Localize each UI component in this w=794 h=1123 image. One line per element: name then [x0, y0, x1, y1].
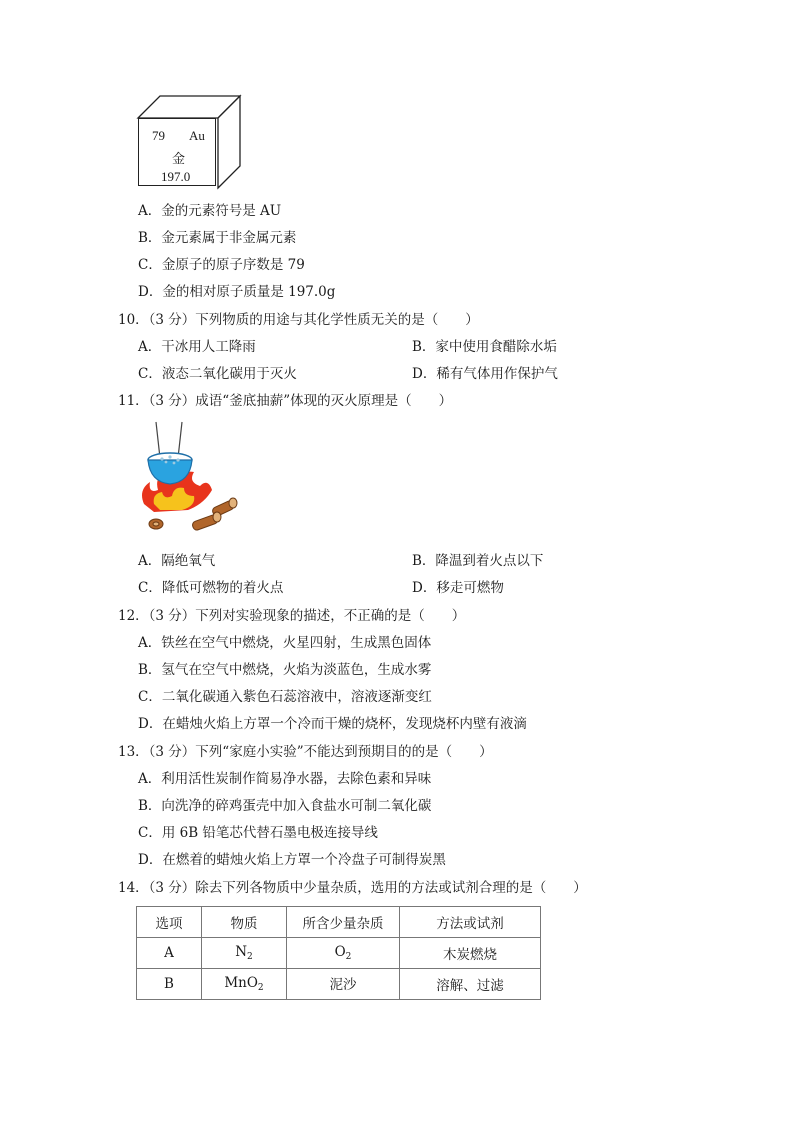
q10-option-c: C．液态二氧化碳用于灭火 [138, 366, 297, 382]
element-name: 金 [172, 151, 186, 166]
q12-option-c: C．二氧化碳通入紫色石蕊溶液中，溶液逐渐变红 [138, 689, 432, 705]
atomic-mass: 197.0 [161, 169, 191, 184]
cell-method: 溶解、过滤 [400, 969, 541, 1000]
q13-option-a: A．利用活性炭制作简易净水器，去除色素和异味 [138, 771, 432, 787]
q11-option-d: D．移走可燃物 [412, 580, 504, 596]
element-symbol: Au [189, 128, 205, 143]
q13-option-c: C．用 6B 铅笔芯代替石墨电极连接导线 [138, 825, 378, 841]
cell-method: 木炭燃烧 [400, 938, 541, 969]
q9-option-a: A．金的元素符号是 AU [138, 203, 282, 219]
table-header-row [137, 907, 541, 938]
header-impurity: 所含少量杂质 [287, 907, 400, 938]
q12-option-a: A．铁丝在空气中燃烧，火星四射，生成黑色固体 [138, 635, 432, 651]
atomic-number: 79 [152, 128, 165, 143]
header-method: 方法或试剂 [400, 907, 541, 938]
q12-stem: 12．（3 分）下列对实验现象的描述，不正确的是（ ） [118, 608, 466, 624]
element-card [138, 118, 216, 186]
table-row [137, 938, 541, 969]
table-row [137, 969, 541, 1000]
cell-impurity: $O_2$ [287, 938, 400, 969]
q14-stem: 14．（3 分）除去下列各物质中少量杂质，选用的方法或试剂合理的是（ ） [118, 880, 587, 896]
q9-option-b: B．金元素属于非金属元素 [138, 230, 297, 246]
q12-option-b: B．氢气在空气中燃烧，火焰为淡蓝色，生成水雾 [138, 662, 432, 678]
q10-option-b: B．家中使用食醋除水垢 [412, 339, 557, 355]
cell-option: A [137, 938, 202, 969]
cell-impurity: 泥沙 [287, 969, 400, 1000]
q10-stem: 10．（3 分）下列物质的用途与其化学性质无关的是（ ） [118, 312, 479, 328]
cell-substance: MnO$_2$ [202, 969, 287, 1000]
header-option: 选项 [137, 907, 202, 938]
q9-option-c: C．金原子的原子序数是 79 [138, 257, 305, 273]
q14-table [136, 906, 541, 1000]
q11-stem: 11．（3 分）成语“釜底抽薪”体现的灭火原理是（ ） [118, 393, 453, 409]
q13-stem: 13．（3 分）下列“家庭小实验”不能达到预期目的的是（ ） [118, 744, 493, 760]
q11-option-a: A．隔绝氧气 [138, 553, 216, 569]
header-substance: 物质 [202, 907, 287, 938]
q11-option-c: C．降低可燃物的着火点 [138, 580, 284, 596]
q13-option-d: D．在燃着的蜡烛火焰上方罩一个冷盘子可制得炭黑 [138, 852, 446, 868]
q10-option-d: D．稀有气体用作保护气 [412, 366, 558, 382]
cell-substance: $N_2$ [202, 938, 287, 969]
q13-option-b: B．向洗净的碎鸡蛋壳中加入食盐水可制二氧化碳 [138, 798, 432, 814]
q11-option-b: B．降温到着火点以下 [412, 553, 544, 569]
cell-option: B [137, 969, 202, 1000]
q9-option-d: D．金的相对原子质量是 197.0g [138, 284, 336, 300]
pot-over-fire-illustration [138, 420, 248, 540]
q10-option-a: A．干冰用人工降雨 [138, 339, 256, 355]
q12-option-d: D．在蜡烛火焰上方罩一个冷而干燥的烧杯，发现烧杯内壁有液滴 [138, 716, 527, 732]
